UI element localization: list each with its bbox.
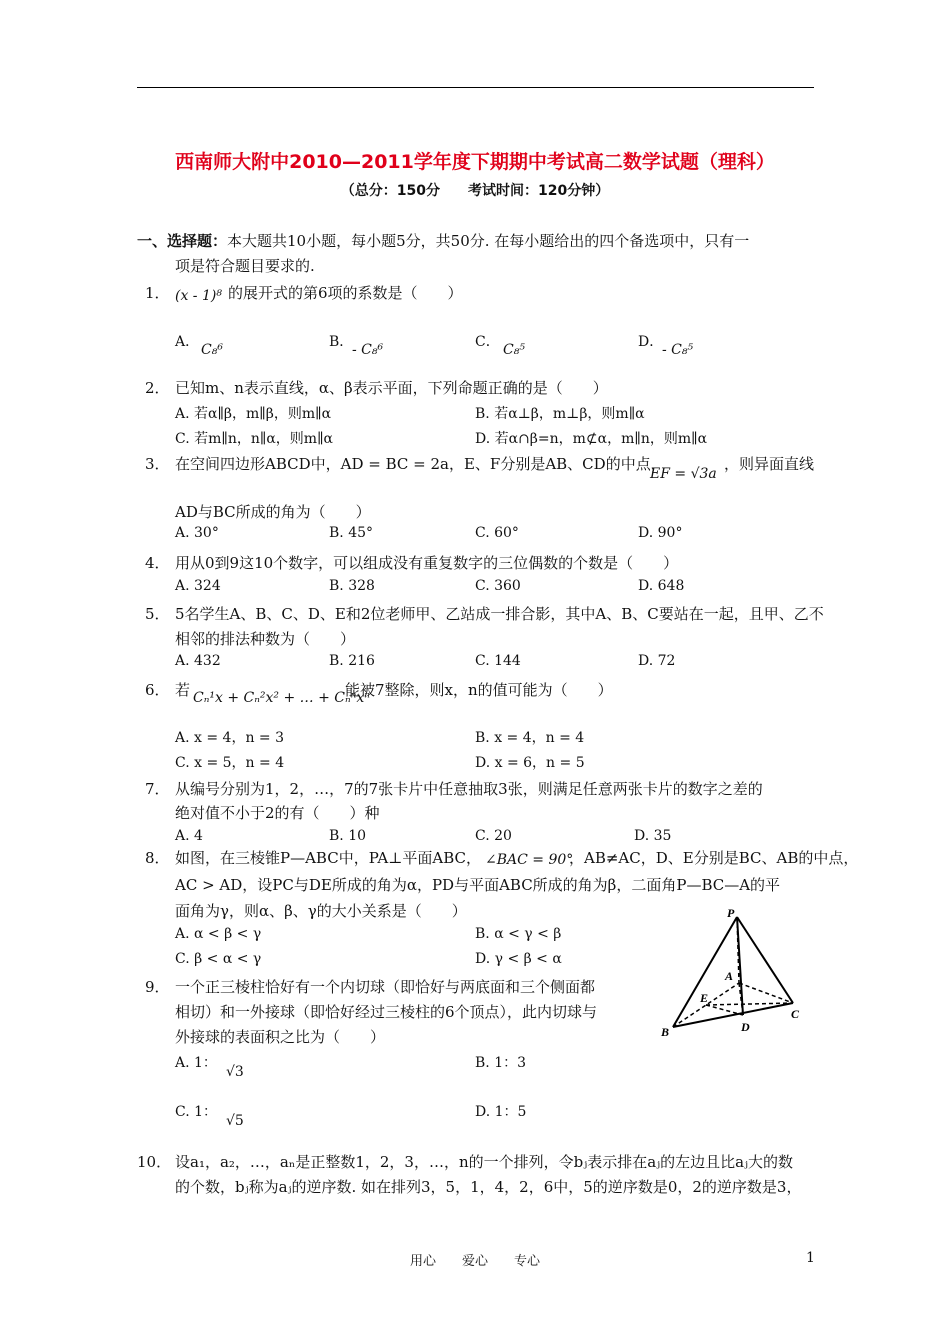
label-e: E <box>700 991 709 1005</box>
q7-option-d: D. 35 <box>634 828 672 844</box>
section-text-cont: 项是符合题目要求的. <box>175 257 315 275</box>
q8-option-c: C. β < α < γ <box>175 951 262 967</box>
q9-option-c-label: C. 1： <box>175 1104 218 1120</box>
q2-option-b: B. 若α⊥β，m⊥β，则m∥α <box>475 406 645 422</box>
q3-option-b: B. 45° <box>329 525 374 541</box>
label-c: C <box>791 1007 800 1021</box>
q7-text-line1: 从编号分别为1，2，…，7的7张卡片中任意抽取3张，则满足任意两张卡片的数字之差的 <box>175 780 763 798</box>
q9-text-line1: 一个正三棱柱恰好有一个内切球（即恰好与两底面和三个侧面都 <box>175 978 596 996</box>
q7-number: 7． <box>145 780 170 798</box>
q8-text-line2: AC > AD，设PC与DE所成的角为α，PD与平面ABC所成的角为β，二面角P—BC—A的平 <box>175 876 781 894</box>
q8-text-line3: 面角为γ，则α、β、γ的大小关系是（ ） <box>175 902 467 920</box>
pyramid-figure <box>655 905 815 1040</box>
q7-option-b: B. 10 <box>329 828 367 844</box>
q10-text-line1: 设a₁，a₂，…，aₙ是正整数1，2，3，…，n的一个排列，令bⱼ表示排在aⱼ的左边且比aⱼ大的数 <box>175 1153 794 1171</box>
q5-number: 5． <box>145 605 170 623</box>
q9-option-b: B. 1：3 <box>475 1055 527 1071</box>
q8-number: 8． <box>145 849 170 867</box>
q7-option-c: C. 20 <box>475 828 512 844</box>
q1-option-a-label: A． <box>175 334 200 350</box>
q1-option-b-label: B． <box>329 334 354 350</box>
page-number: 1 <box>806 1250 815 1266</box>
q8-text-line1a: 如图，在三棱锥P—ABC中，PA⊥平面ABC， <box>175 849 481 867</box>
q10-number: 10． <box>137 1153 172 1171</box>
q1-number: 1． <box>145 284 170 302</box>
q1-option-d-label: D． <box>638 334 664 350</box>
label-b: B <box>661 1025 670 1039</box>
q9-option-a-label: A. 1： <box>175 1055 217 1071</box>
q1-option-c-label: C． <box>475 334 500 350</box>
q2-option-c: C. 若m∥n，n∥α，则m∥α <box>175 431 334 447</box>
section-heading <box>137 230 749 251</box>
header-rule <box>137 87 814 88</box>
q3-option-d: D. 90° <box>638 525 683 541</box>
q6-text: 能被7整除，则x，n的值可能为（ ） <box>345 681 613 699</box>
section-text: 本大题共10小题，每小题5分，共50分. 在每小题给出的四个备选项中，只有一 <box>227 232 750 250</box>
q5-text-line2: 相邻的排法种数为（ ） <box>175 630 356 648</box>
q8-option-b: B. α < γ < β <box>475 926 562 942</box>
q5-option-b: B. 216 <box>329 653 375 669</box>
q6-option-d: D. x = 6，n = 5 <box>475 755 585 771</box>
q6-number: 6． <box>145 681 170 699</box>
q8-option-d: D. γ < β < α <box>475 951 562 967</box>
q7-text-line2: 绝对值不小于2的有（ ）种 <box>175 804 380 822</box>
q1-expr: (x - 1)⁸ <box>175 288 222 304</box>
q1-option-b: - C₈⁶ <box>352 342 384 358</box>
q3-text-line2: AD与BC所成的角为（ ） <box>175 503 371 521</box>
q6-expr: Cₙ¹x + Cₙ²x² + … + Cₙⁿxⁿ <box>193 690 370 706</box>
q6-option-c: C. x = 5，n = 4 <box>175 755 285 771</box>
q9-option-a: √3 <box>226 1064 244 1080</box>
q7-option-a: A. 4 <box>175 828 203 844</box>
q6-option-b: B. x = 4，n = 4 <box>475 730 585 746</box>
section-label: 一、选择题： <box>137 232 228 250</box>
q4-text: 用从0到9这10个数字，可以组成没有重复数字的三位偶数的个数是（ ） <box>175 554 679 572</box>
q8-expr: ∠BAC = 90° <box>485 852 574 868</box>
q2-text: 已知m、n表示直线，α、β表示平面，下列命题正确的是（ ） <box>175 379 608 397</box>
q1-option-c: C₈⁵ <box>503 342 525 358</box>
q9-option-d: D. 1：5 <box>475 1104 527 1120</box>
q9-number: 9． <box>145 978 170 996</box>
q1-option-d: - C₈⁵ <box>662 342 694 358</box>
q6-pre: 若 <box>175 681 191 699</box>
q10-text-line2: 的个数，bⱼ称为aⱼ的逆序数. 如在排列3，5，1，4，2，6中，5的逆序数是0，2的逆序数是3， <box>175 1178 802 1196</box>
q6-option-a: A. x = 4，n = 3 <box>175 730 284 746</box>
q4-number: 4． <box>145 554 170 572</box>
page-title: 西南师大附中2010—2011学年度下期期中考试高二数学试题（理科） <box>175 151 775 173</box>
q4-option-d: D. 648 <box>638 578 685 594</box>
q1-option-a: C₈⁶ <box>201 342 223 358</box>
q9-text-line2: 相切）和一外接球（即恰好经过三棱柱的6个顶点），此内切球与 <box>175 1003 598 1021</box>
q3-option-c: C. 60° <box>475 525 519 541</box>
q9-option-c: √5 <box>226 1113 244 1129</box>
q3-text: 在空间四边形ABCD中，AD = BC = 2a，E、F分别是AB、CD的中点， <box>175 455 666 473</box>
q5-option-a: A. 432 <box>175 653 221 669</box>
q3-number: 3． <box>145 455 170 473</box>
q2-number: 2． <box>145 379 170 397</box>
q2-option-a: A. 若α∥β，m∥β，则m∥α <box>175 406 332 422</box>
page-subtitle: （总分：150分 考试时间：120分钟） <box>340 183 610 199</box>
q5-text-line1: 5名学生A、B、C、D、E和2位老师甲、乙站成一排合影，其中A、B、C要站在一起，且甲、乙不 <box>175 605 824 623</box>
q8-option-a: A. α < β < γ <box>175 926 262 942</box>
q5-option-c: C. 144 <box>475 653 521 669</box>
q9-text-line3: 外接球的表面积之比为（ ） <box>175 1028 386 1046</box>
q4-option-c: C. 360 <box>475 578 521 594</box>
q1-text: 的展开式的第6项的系数是（ ） <box>228 284 463 302</box>
q4-option-b: B. 328 <box>329 578 375 594</box>
q8-text-line1b: ，AB≠AC，D、E分别是BC、AB的中点， <box>569 849 859 867</box>
q3-option-a: A. 30° <box>175 525 219 541</box>
q5-option-d: D. 72 <box>638 653 676 669</box>
q3-expr: EF = √3a <box>650 466 717 482</box>
label-a: A <box>725 969 734 983</box>
q4-option-a: A. 324 <box>175 578 221 594</box>
q2-option-d: D. 若α∩β=n，m⊄α，m∥n，则m∥α <box>475 431 708 447</box>
label-d: D <box>741 1020 750 1034</box>
label-p: P <box>727 906 735 920</box>
q3-tail: ，则异面直线 <box>724 455 815 473</box>
page-footer: 用心 爱心 专心 <box>409 1254 540 1269</box>
